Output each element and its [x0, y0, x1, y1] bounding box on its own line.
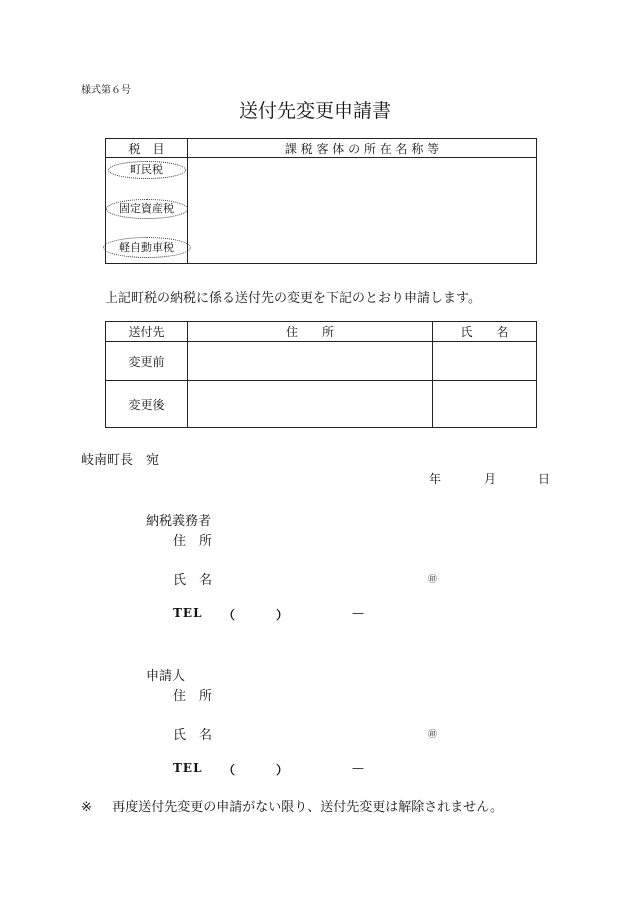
- footnote-mark: ※: [81, 800, 92, 815]
- tax-option-town-tax[interactable]: 町民税: [108, 161, 186, 179]
- page-title: 送付先変更申請書: [238, 100, 391, 122]
- application-statement: 上記町税の納税に係る送付先の変更を下記のとおり申請します。: [105, 291, 481, 306]
- form-number: 様式第６号: [81, 85, 131, 96]
- tax-option-light-vehicle-tax[interactable]: 軽自動車税: [103, 237, 191, 258]
- before-address-field[interactable]: [188, 342, 433, 381]
- applicant-address-label: 住 所: [173, 689, 213, 704]
- taxpayer-heading: 納税義務者: [146, 514, 212, 529]
- address-header: 住 所: [188, 322, 433, 342]
- applicant-tel-label: TEL: [173, 761, 203, 775]
- destination-header: 送付先: [106, 322, 188, 342]
- before-name-field[interactable]: [433, 342, 537, 381]
- applicant-tel-close-paren: ）: [276, 763, 290, 777]
- applicant-tel-open-paren: （: [223, 763, 237, 777]
- addressee: 岐南町長 宛: [81, 453, 160, 468]
- taxpayer-seal-mark: ㊞: [428, 575, 438, 585]
- tax-object-header: [188, 139, 537, 158]
- footnote-text: 再度送付先変更の申請がない限り、送付先変更は解除されません。: [112, 800, 503, 815]
- applicant-name-label: 氏 名: [173, 728, 213, 743]
- after-change-label: 変更後: [106, 381, 188, 428]
- tax-object-description-field[interactable]: [188, 158, 537, 264]
- tax-item-header-label: 税 目: [128, 141, 165, 156]
- taxpayer-address-label: 住 所: [173, 534, 213, 549]
- applicant-seal-mark: ㊞: [428, 730, 438, 740]
- applicant-tel-dash: —: [352, 761, 365, 775]
- taxpayer-tel-open-paren: （: [223, 608, 237, 622]
- tax-object-header-label: 課 税 客 体 の 所 在 名 称 等: [284, 141, 440, 156]
- name-header: 氏 名: [433, 322, 537, 342]
- taxpayer-name-label: 氏 名: [173, 573, 213, 588]
- tax-item-cell: [106, 158, 188, 264]
- date-month-label: 月: [484, 472, 497, 486]
- taxpayer-tel-close-paren: ）: [276, 608, 290, 622]
- destination-table: [105, 321, 537, 428]
- date-day-label: 日: [538, 472, 551, 486]
- after-address-field[interactable]: [188, 381, 433, 428]
- footnote: [81, 796, 503, 815]
- after-name-field[interactable]: [433, 381, 537, 428]
- applicant-heading: 申請人: [146, 669, 186, 684]
- before-change-label: 変更前: [106, 342, 188, 381]
- tax-item-header: [106, 139, 188, 158]
- tax-option-property-tax[interactable]: 固定資産税: [106, 199, 188, 219]
- tax-item-table: [105, 138, 537, 264]
- date-year-label: 年: [429, 472, 442, 486]
- taxpayer-tel-label: TEL: [173, 606, 203, 620]
- taxpayer-tel-dash: —: [352, 606, 365, 620]
